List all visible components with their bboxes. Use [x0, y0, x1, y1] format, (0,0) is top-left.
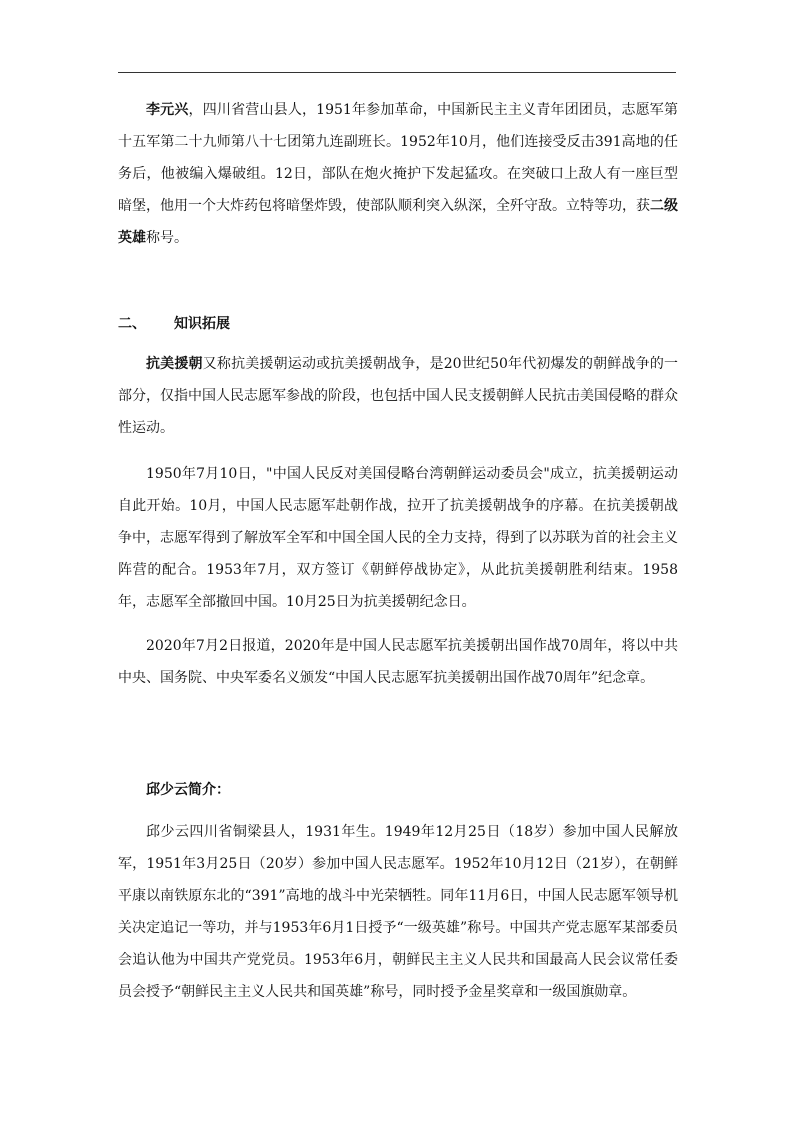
hero-bio-text: ，四川省营山县人，1951年参加革命，中国新民主主义青年团团员，志愿军第十五军第二十九师第八十七团第九连副班长。1952年10月，他们连接受反击391高地的任务后，他被编入爆破组。12日，部队在炮火掩护下发起猛攻。在突破口上敌人有一座巨型暗堡，他用一个大炸药包将暗堡炸毁，使部队顺利突入纵深，全歼守敌。立特等功，获: [118, 102, 678, 214]
hero-name: 李元兴: [146, 102, 189, 118]
hero-honor: 二级英雄: [118, 198, 678, 246]
section-title: 知识拓展: [174, 316, 230, 332]
anniversary-paragraph: 2020年7月2日报道，2020年是中国人民志愿军抗美援朝出国作战70周年，将以中共中央、国务院、中央军委名义颁发“中国人民志愿军抗美援朝出国作战70周年”纪念章。: [118, 638, 678, 686]
header-rule: [118, 72, 676, 73]
kangmei-term: 抗美援朝: [146, 356, 203, 372]
hero-bio-end: 称号。: [146, 230, 188, 246]
hero-li-yuanxing-paragraph: [118, 94, 678, 254]
kangmei-intro-text: 又称抗美援朝运动或抗美援朝战争，是20世纪50年代初爆发的朝鲜战争的一部分，仅指中国人民志愿军参战的阶段，也包括中国人民支援朝鲜人民抗击美国侵略的群众性运动。: [118, 356, 678, 436]
qiu-shaoyun-bio-paragraph: 邱少云四川省铜梁县人，1931年生。1949年12月25日（18岁）参加中国人民解放军，1951年3月25日（20岁）参加中国人民志愿军。1952年10月12日（21岁），在朝鲜平康以南铁原东北的“391”高地的战斗中光荣牺牲。同年11月6日，中国人民志愿军领导机关决定追记一等功，并与1953年6月1日授予“一级英雄”称号。中国共产党志愿军某部委员会追认他为中国共产党党员。1953年6月，朝鲜民主主义人民共和国最高人民会议常任委员会授予“朝鲜民主主义人民共和国英雄”称号，同时授予金星奖章和一级国旗勋章。: [118, 824, 678, 1000]
kangmei-intro-paragraph: [118, 348, 678, 444]
section-heading-knowledge: [118, 314, 230, 334]
qiu-shaoyun-heading: 邱少云简介：: [146, 782, 230, 798]
section-number: 二、: [118, 316, 146, 332]
kangmei-history-paragraph: 1950年7月10日，"中国人民反对美国侵略台湾朝鲜运动委员会"成立，抗美援朝运动自此开始。10月，中国人民志愿军赴朝作战，拉开了抗美援朝战争的序幕。在抗美援朝战争中，志愿军得到了解放军全军和中国全国人民的全力支持，得到了以苏联为首的社会主义阵营的配合。1953年7月，双方签订《朝鲜停战协定》，从此抗美援朝胜利结束。1958年，志愿军全部撤回中国。10月25日为抗美援朝纪念日。: [118, 466, 678, 610]
